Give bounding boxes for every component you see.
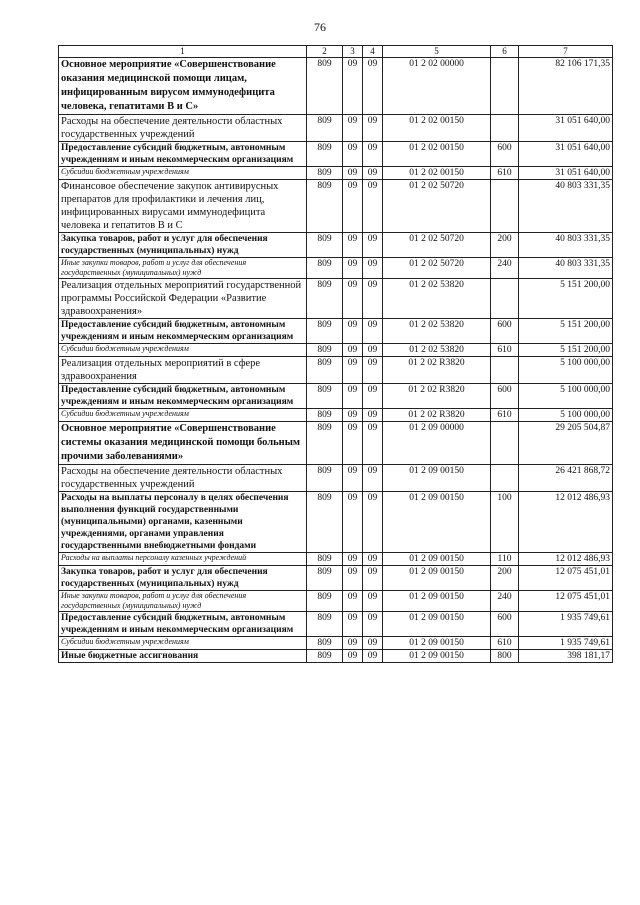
row-target-article: 01 2 02 R3820 — [383, 357, 491, 384]
row-target-article: 01 2 09 00150 — [383, 650, 491, 663]
row-section-code: 09 — [343, 384, 363, 409]
table-row — [59, 233, 613, 258]
row-ministry-code: 809 — [307, 344, 343, 357]
row-amount: 398 181,17 — [519, 650, 613, 663]
row-target-article: 01 2 02 R3820 — [383, 409, 491, 422]
row-section-code: 09 — [343, 180, 363, 233]
row-subsection-code: 09 — [363, 612, 383, 637]
row-subsection-code: 09 — [363, 167, 383, 180]
row-expense-type — [491, 279, 519, 319]
budget-table — [58, 45, 613, 663]
row-section-code: 09 — [343, 357, 363, 384]
row-ministry-code: 809 — [307, 233, 343, 258]
row-ministry-code: 809 — [307, 279, 343, 319]
table-row — [59, 58, 613, 115]
column-header-3: 3 — [343, 46, 363, 58]
row-subsection-code: 09 — [363, 58, 383, 115]
row-expense-type — [491, 465, 519, 492]
column-header-1: 1 — [59, 46, 307, 58]
row-expense-type: 600 — [491, 142, 519, 167]
row-section-code: 09 — [343, 58, 363, 115]
row-target-article: 01 2 09 00150 — [383, 553, 491, 566]
row-amount: 40 803 331,35 — [519, 180, 613, 233]
column-header-2: 2 — [307, 46, 343, 58]
row-name: Предоставление субсидий бюджетным, автономным учреждениям и иным некоммерческим организациям — [59, 612, 307, 637]
row-amount: 31 051 640,00 — [519, 142, 613, 167]
row-amount: 29 205 504,87 — [519, 422, 613, 465]
row-name: Субсидии бюджетным учреждениям — [59, 344, 307, 357]
row-expense-type: 800 — [491, 650, 519, 663]
row-amount: 82 106 171,35 — [519, 58, 613, 115]
row-target-article: 01 2 02 53820 — [383, 319, 491, 344]
row-name: Субсидии бюджетным учреждениям — [59, 167, 307, 180]
table-row — [59, 612, 613, 637]
row-name: Предоставление субсидий бюджетным, автономным учреждениям и иным некоммерческим организациям — [59, 319, 307, 344]
row-amount: 12 075 451,01 — [519, 591, 613, 612]
row-section-code: 09 — [343, 591, 363, 612]
column-header-4: 4 — [363, 46, 383, 58]
row-section-code: 09 — [343, 258, 363, 279]
row-amount: 12 075 451,01 — [519, 566, 613, 591]
table-row — [59, 465, 613, 492]
row-target-article: 01 2 09 00150 — [383, 492, 491, 553]
row-section-code: 09 — [343, 650, 363, 663]
row-amount: 31 051 640,00 — [519, 115, 613, 142]
row-target-article: 01 2 02 50720 — [383, 233, 491, 258]
row-expense-type — [491, 58, 519, 115]
row-target-article: 01 2 02 00150 — [383, 167, 491, 180]
row-expense-type: 200 — [491, 566, 519, 591]
row-name: Предоставление субсидий бюджетным, автономным учреждениям и иным некоммерческим организациям — [59, 384, 307, 409]
row-name: Реализация отдельных мероприятий в сфере здравоохранения — [59, 357, 307, 384]
row-subsection-code: 09 — [363, 591, 383, 612]
row-amount: 12 012 486,93 — [519, 492, 613, 553]
row-amount: 5 151 200,00 — [519, 319, 613, 344]
row-amount: 40 803 331,35 — [519, 233, 613, 258]
row-section-code: 09 — [343, 233, 363, 258]
row-amount: 5 151 200,00 — [519, 344, 613, 357]
table-row — [59, 650, 613, 663]
row-name: Расходы на обеспечение деятельности областных государственных учреждений — [59, 465, 307, 492]
row-subsection-code: 09 — [363, 566, 383, 591]
row-expense-type: 600 — [491, 319, 519, 344]
table-row — [59, 344, 613, 357]
row-amount: 5 100 000,00 — [519, 357, 613, 384]
row-target-article: 01 2 02 50720 — [383, 258, 491, 279]
row-target-article: 01 2 02 53820 — [383, 344, 491, 357]
row-name: Иные закупки товаров, работ и услуг для обеспечения государственных (муниципальных) нужд — [59, 591, 307, 612]
row-amount: 12 012 486,93 — [519, 553, 613, 566]
row-section-code: 09 — [343, 566, 363, 591]
row-subsection-code: 09 — [363, 142, 383, 167]
row-name: Субсидии бюджетным учреждениям — [59, 637, 307, 650]
row-subsection-code: 09 — [363, 650, 383, 663]
row-expense-type: 610 — [491, 344, 519, 357]
row-section-code: 09 — [343, 553, 363, 566]
table-row — [59, 553, 613, 566]
row-section-code: 09 — [343, 465, 363, 492]
row-expense-type: 610 — [491, 409, 519, 422]
row-section-code: 09 — [343, 422, 363, 465]
row-name: Реализация отдельных мероприятий государственной программы Российской Федерации «Развитие здравоохранения» — [59, 279, 307, 319]
row-ministry-code: 809 — [307, 142, 343, 167]
row-amount: 1 935 749,61 — [519, 612, 613, 637]
row-subsection-code: 09 — [363, 465, 383, 492]
row-ministry-code: 809 — [307, 115, 343, 142]
table-row — [59, 409, 613, 422]
table-row — [59, 319, 613, 344]
row-expense-type: 110 — [491, 553, 519, 566]
row-ministry-code: 809 — [307, 422, 343, 465]
table-row — [59, 167, 613, 180]
table-header-row — [59, 46, 613, 58]
table-row — [59, 384, 613, 409]
row-expense-type — [491, 422, 519, 465]
row-amount: 5 151 200,00 — [519, 279, 613, 319]
column-header-5: 5 — [383, 46, 491, 58]
row-expense-type: 610 — [491, 637, 519, 650]
row-amount: 26 421 868,72 — [519, 465, 613, 492]
row-target-article: 01 2 02 00000 — [383, 58, 491, 115]
table-row — [59, 591, 613, 612]
row-expense-type — [491, 180, 519, 233]
row-name: Расходы на выплаты персоналу казенных учреждений — [59, 553, 307, 566]
table-row — [59, 422, 613, 465]
row-ministry-code: 809 — [307, 492, 343, 553]
row-target-article: 01 2 02 00150 — [383, 142, 491, 167]
row-section-code: 09 — [343, 409, 363, 422]
row-ministry-code: 809 — [307, 591, 343, 612]
row-target-article: 01 2 09 00150 — [383, 566, 491, 591]
row-name: Расходы на выплаты персоналу в целях обеспечения выполнения функций государственными (муниципальными) органами, казенными учреждениями, органами управления государственными внебюджетными фондами — [59, 492, 307, 553]
row-subsection-code: 09 — [363, 233, 383, 258]
row-target-article: 01 2 09 00150 — [383, 591, 491, 612]
row-ministry-code: 809 — [307, 553, 343, 566]
table-row — [59, 142, 613, 167]
column-header-7: 7 — [519, 46, 613, 58]
row-ministry-code: 809 — [307, 637, 343, 650]
row-ministry-code: 809 — [307, 258, 343, 279]
row-expense-type: 600 — [491, 612, 519, 637]
table-row — [59, 258, 613, 279]
row-expense-type: 200 — [491, 233, 519, 258]
row-name: Закупка товаров, работ и услуг для обеспечения государственных (муниципальных) нужд — [59, 566, 307, 591]
row-name: Финансовое обеспечение закупок антивирусных препаратов для профилактики и лечения лиц, инфицированных вирусами иммунодефицита человека и гепатитов В и С — [59, 180, 307, 233]
row-subsection-code: 09 — [363, 637, 383, 650]
row-name: Основное мероприятие «Совершенствование оказания медицинской помощи лицам, инфицированным вирусом иммунодефицита человека, гепатитами В и С» — [59, 58, 307, 115]
row-target-article: 01 2 09 00000 — [383, 422, 491, 465]
row-section-code: 09 — [343, 115, 363, 142]
row-section-code: 09 — [343, 344, 363, 357]
table-row — [59, 566, 613, 591]
row-name: Иные закупки товаров, работ и услуг для обеспечения государственных (муниципальных) нужд — [59, 258, 307, 279]
row-ministry-code: 809 — [307, 58, 343, 115]
row-subsection-code: 09 — [363, 279, 383, 319]
row-subsection-code: 09 — [363, 422, 383, 465]
row-expense-type: 600 — [491, 384, 519, 409]
row-target-article: 01 2 02 R3820 — [383, 384, 491, 409]
row-section-code: 09 — [343, 612, 363, 637]
row-ministry-code: 809 — [307, 650, 343, 663]
row-ministry-code: 809 — [307, 566, 343, 591]
page-number: 76 — [314, 20, 326, 34]
row-section-code: 09 — [343, 492, 363, 553]
row-name: Закупка товаров, работ и услуг для обеспечения государственных (муниципальных) нужд — [59, 233, 307, 258]
table-row — [59, 637, 613, 650]
row-expense-type: 240 — [491, 258, 519, 279]
row-ministry-code: 809 — [307, 384, 343, 409]
table-row — [59, 180, 613, 233]
row-amount: 40 803 331,35 — [519, 258, 613, 279]
row-amount: 5 100 000,00 — [519, 409, 613, 422]
row-target-article: 01 2 09 00150 — [383, 637, 491, 650]
row-expense-type: 100 — [491, 492, 519, 553]
row-ministry-code: 809 — [307, 409, 343, 422]
row-ministry-code: 809 — [307, 612, 343, 637]
row-target-article: 01 2 02 53820 — [383, 279, 491, 319]
row-expense-type — [491, 115, 519, 142]
table-row — [59, 115, 613, 142]
row-subsection-code: 09 — [363, 344, 383, 357]
row-name: Расходы на обеспечение деятельности областных государственных учреждений — [59, 115, 307, 142]
row-subsection-code: 09 — [363, 319, 383, 344]
row-section-code: 09 — [343, 637, 363, 650]
row-subsection-code: 09 — [363, 258, 383, 279]
row-amount: 1 935 749,61 — [519, 637, 613, 650]
row-subsection-code: 09 — [363, 180, 383, 233]
row-name: Иные бюджетные ассигнования — [59, 650, 307, 663]
row-subsection-code: 09 — [363, 357, 383, 384]
row-section-code: 09 — [343, 279, 363, 319]
row-ministry-code: 809 — [307, 357, 343, 384]
row-target-article: 01 2 02 00150 — [383, 115, 491, 142]
table-body — [59, 58, 613, 663]
row-section-code: 09 — [343, 142, 363, 167]
row-name: Субсидии бюджетным учреждениям — [59, 409, 307, 422]
row-ministry-code: 809 — [307, 319, 343, 344]
table-row — [59, 279, 613, 319]
row-section-code: 09 — [343, 167, 363, 180]
row-amount: 31 051 640,00 — [519, 167, 613, 180]
row-target-article: 01 2 09 00150 — [383, 612, 491, 637]
row-ministry-code: 809 — [307, 465, 343, 492]
row-name: Предоставление субсидий бюджетным, автономным учреждениям и иным некоммерческим организациям — [59, 142, 307, 167]
table-row — [59, 492, 613, 553]
row-expense-type: 240 — [491, 591, 519, 612]
row-amount: 5 100 000,00 — [519, 384, 613, 409]
row-subsection-code: 09 — [363, 384, 383, 409]
row-ministry-code: 809 — [307, 167, 343, 180]
row-expense-type: 610 — [491, 167, 519, 180]
row-name: Основное мероприятие «Совершенствование системы оказания медицинской помощи больным прочими заболеваниями» — [59, 422, 307, 465]
row-subsection-code: 09 — [363, 492, 383, 553]
table-row — [59, 357, 613, 384]
column-header-6: 6 — [491, 46, 519, 58]
row-subsection-code: 09 — [363, 553, 383, 566]
row-section-code: 09 — [343, 319, 363, 344]
row-subsection-code: 09 — [363, 409, 383, 422]
row-subsection-code: 09 — [363, 115, 383, 142]
row-target-article: 01 2 09 00150 — [383, 465, 491, 492]
row-expense-type — [491, 357, 519, 384]
row-ministry-code: 809 — [307, 180, 343, 233]
row-target-article: 01 2 02 50720 — [383, 180, 491, 233]
